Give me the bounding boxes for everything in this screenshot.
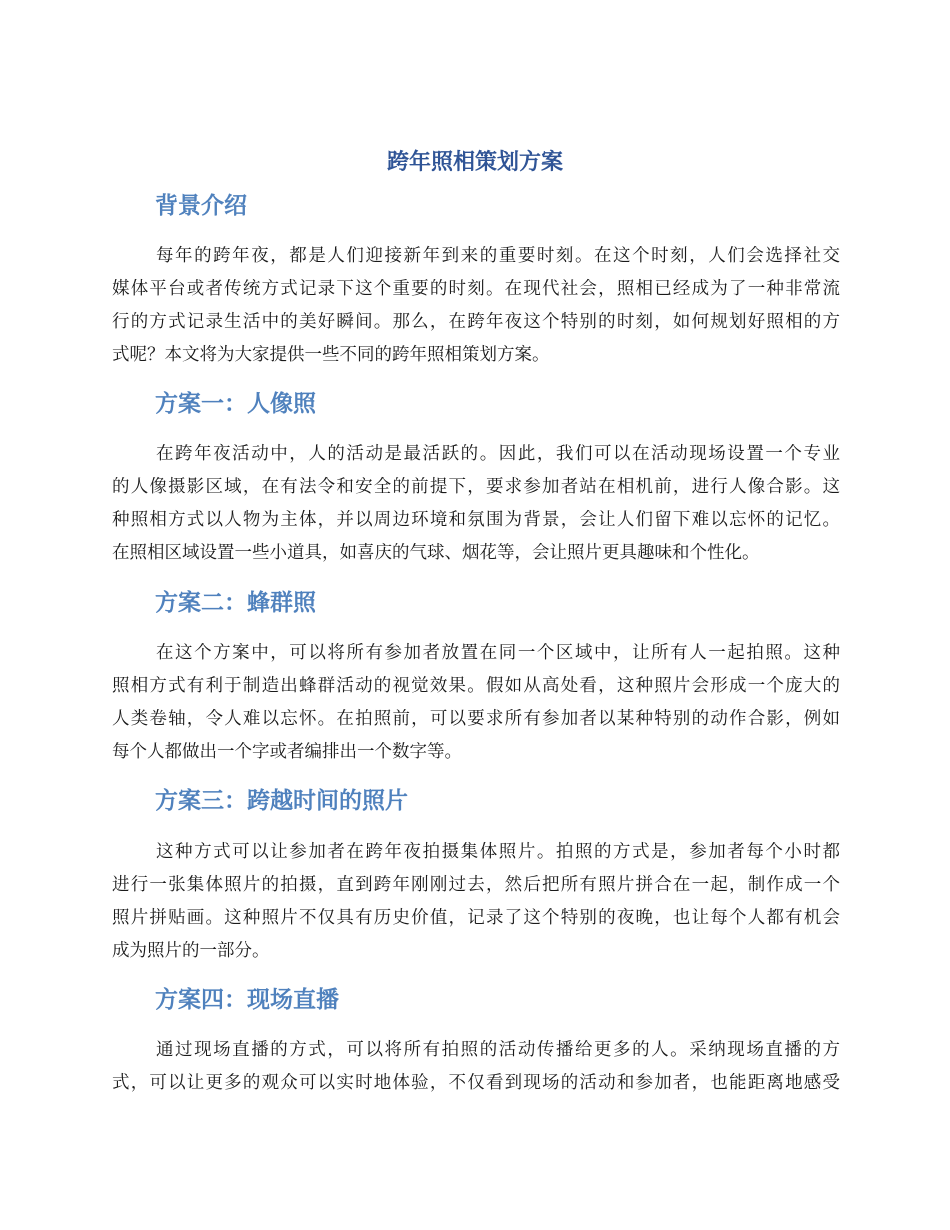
section-heading-plan-3: 方案三：跨越时间的照片 bbox=[155, 788, 408, 814]
section-paragraph-plan-3 bbox=[112, 836, 840, 968]
paragraph-line: 的人像摄影区域，在有法令和安全的前提下，要求参加者站在相机前，进行人像合影。这 bbox=[112, 477, 840, 497]
section-heading-plan-2: 方案二：蜂群照 bbox=[155, 590, 316, 616]
paragraph-line: 照片拼贴画。这种照片不仅具有历史价值，记录了这个特别的夜晚，也让每个人都有机会 bbox=[112, 908, 840, 928]
paragraph-line: 通过现场直播的方式，可以将所有拍照的活动传播给更多的人。采纳现场直播的方 bbox=[156, 1040, 840, 1060]
paragraph-line: 在这个方案中，可以将所有参加者放置在同一个区域中，让所有人一起拍照。这种 bbox=[156, 643, 840, 663]
paragraph-line: 种照相方式以人物为主体，并以周边环境和氛围为背景，会让人们留下难以忘怀的记忆。 bbox=[112, 510, 840, 530]
paragraph-line: 人类卷轴，令人难以忘怀。在拍照前，可以要求所有参加者以某种特别的动作合影，例如 bbox=[112, 709, 840, 729]
paragraph-line: 式，可以让更多的观众可以实时地体验，不仅看到现场的活动和参加者，也能距离地感受 bbox=[112, 1073, 840, 1093]
paragraph-line: 行的方式记录生活中的美好瞬间。那么，在跨年夜这个特别的时刻，如何规划好照相的方 bbox=[112, 312, 840, 332]
paragraph-line: 在跨年夜活动中，人的活动是最活跃的。因此，我们可以在活动现场设置一个专业 bbox=[156, 444, 840, 464]
paragraph-line: 在照相区域设置一些小道具，如喜庆的气球、烟花等，会让照片更具趣味和个性化。 bbox=[112, 543, 760, 563]
paragraph-line: 每个人都做出一个字或者编排出一个数字等。 bbox=[112, 742, 462, 762]
section-heading-plan-4: 方案四：现场直播 bbox=[155, 987, 339, 1013]
section-heading-plan-1: 方案一：人像照 bbox=[155, 391, 316, 417]
paragraph-line: 媒体平台或者传统方式记录下这个重要的时刻。在现代社会，照相已经成为了一种非常流 bbox=[112, 279, 840, 299]
section-paragraph-plan-1 bbox=[112, 438, 840, 570]
paragraph-line: 式呢？本文将为大家提供一些不同的跨年照相策划方案。 bbox=[112, 345, 550, 365]
paragraph-line: 每年的跨年夜，都是人们迎接新年到来的重要时刻。在这个时刻，人们会选择社交 bbox=[156, 246, 840, 266]
paragraph-line: 这种方式可以让参加者在跨年夜拍摄集体照片。拍照的方式是，参加者每个小时都 bbox=[156, 842, 840, 862]
paragraph-line: 进行一张集体照片的拍摄，直到跨年刚刚过去，然后把所有照片拼合在一起，制作成一个 bbox=[112, 875, 840, 895]
paragraph-line: 照相方式有利于制造出蜂群活动的视觉效果。假如从高处看，这种照片会形成一个庞大的 bbox=[112, 676, 840, 696]
paragraph-line: 成为照片的一部分。 bbox=[112, 941, 270, 961]
section-paragraph-plan-4 bbox=[112, 1034, 840, 1100]
section-paragraph-background bbox=[112, 240, 840, 372]
section-heading-background: 背景介绍 bbox=[155, 193, 247, 219]
document-title: 跨年照相策划方案 bbox=[386, 150, 563, 175]
section-paragraph-plan-2 bbox=[112, 637, 840, 769]
